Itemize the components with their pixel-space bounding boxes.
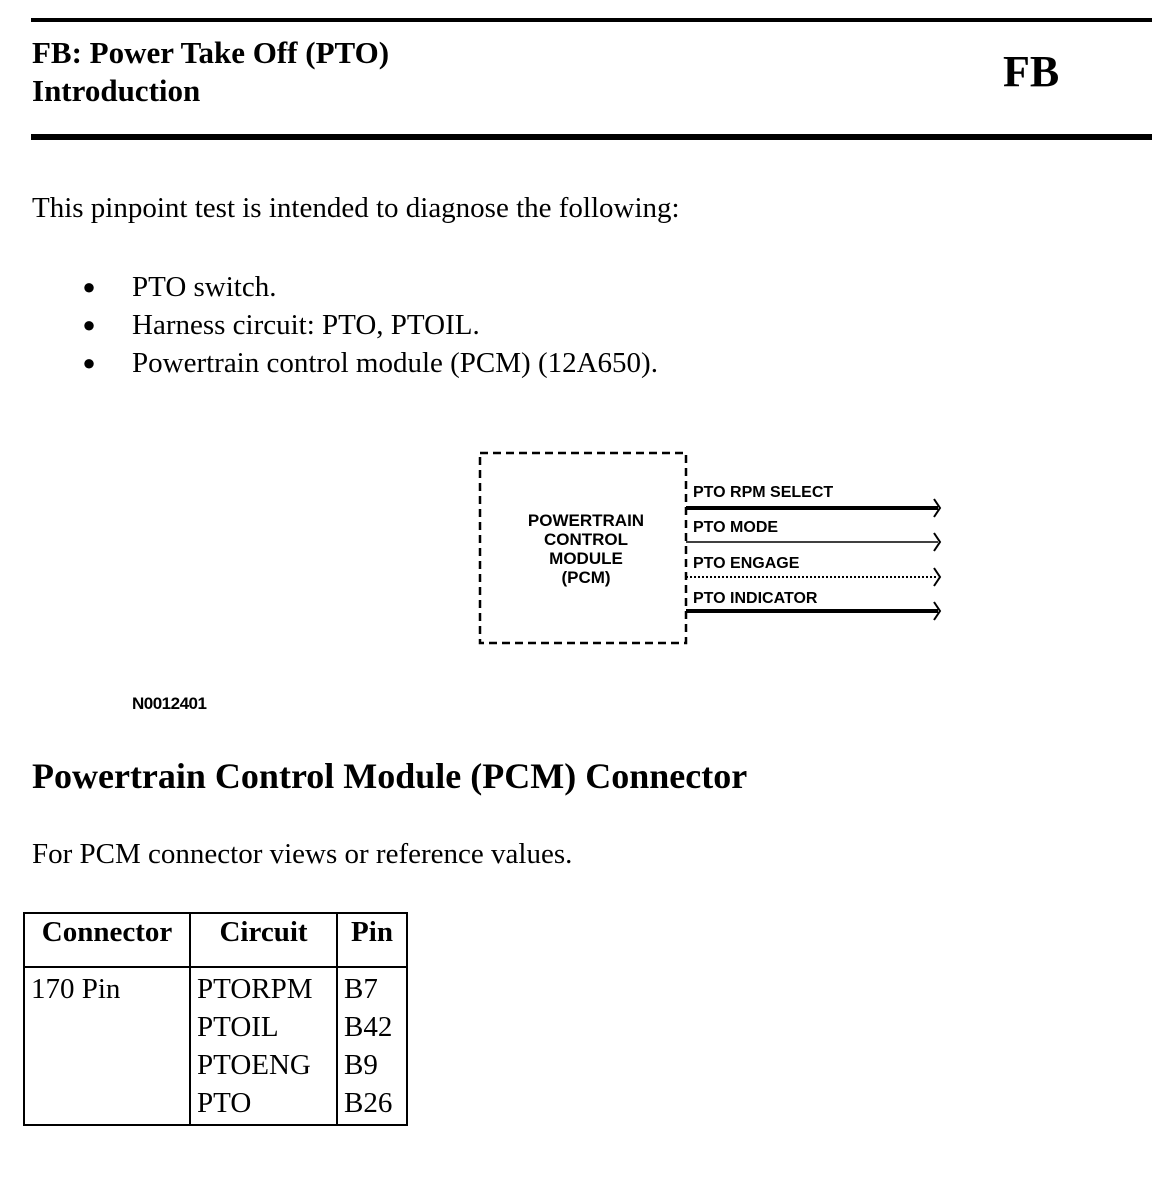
- list-item: ● Harness circuit: PTO, PTOIL.: [82, 306, 658, 344]
- table-row: [24, 967, 407, 1125]
- section-title: Powertrain Control Module (PCM) Connector: [32, 756, 748, 796]
- header-bottom-rule: [31, 134, 1152, 140]
- header-top-rule: [31, 18, 1152, 22]
- signal-label-pto-mode: PTO MODE: [693, 519, 779, 536]
- list-item: ● Powertrain control module (PCM) (12A650).: [82, 344, 658, 382]
- header-subtitle: Introduction: [32, 73, 201, 108]
- list-item: ● PTO switch.: [82, 268, 658, 306]
- pcm-label-line: CONTROL: [543, 530, 629, 549]
- bullet-icon: ●: [82, 312, 96, 337]
- pin-value: B26: [344, 1087, 393, 1119]
- pin-value: B9: [344, 1049, 378, 1081]
- diagnosis-list: [82, 268, 658, 382]
- signal-label-pto-indicator: PTO INDICATOR: [693, 590, 818, 607]
- pin-table: [23, 912, 408, 1126]
- pcm-label-line: MODULE: [549, 549, 623, 568]
- circuit-value: PTOENG: [197, 1049, 311, 1081]
- column-header-pin: Pin: [337, 913, 407, 967]
- connector-cell: 170 Pin: [24, 967, 190, 1125]
- intro-text: This pinpoint test is intended to diagnose the following:: [32, 192, 680, 224]
- column-header-circuit: Circuit: [190, 913, 337, 967]
- reference-text: For PCM connector views or reference values.: [32, 838, 573, 870]
- figure-id: N0012401: [132, 694, 207, 713]
- section-code: FB: [1003, 47, 1060, 96]
- pin-value: B7: [344, 973, 378, 1005]
- header-title: FB: Power Take Off (PTO): [32, 35, 390, 70]
- bullet-icon: ●: [82, 274, 96, 299]
- pin-cell: [337, 967, 407, 1125]
- table-header-row: [24, 913, 407, 967]
- signal-label-pto-rpm-select: PTO RPM SELECT: [693, 484, 834, 501]
- circuit-value: PTOIL: [197, 1011, 279, 1043]
- bullet-icon: ●: [82, 350, 96, 375]
- column-header-connector: Connector: [24, 913, 190, 967]
- pcm-label-line: (PCM): [561, 568, 611, 587]
- pin-value: B42: [344, 1011, 393, 1043]
- pcm-label-line: POWERTRAIN: [527, 511, 645, 530]
- circuit-cell: [190, 967, 337, 1125]
- circuit-value: PTO: [197, 1087, 252, 1119]
- signal-label-pto-engage: PTO ENGAGE: [693, 555, 800, 572]
- pcm-diagram: [470, 445, 950, 655]
- circuit-value: PTORPM: [197, 973, 313, 1005]
